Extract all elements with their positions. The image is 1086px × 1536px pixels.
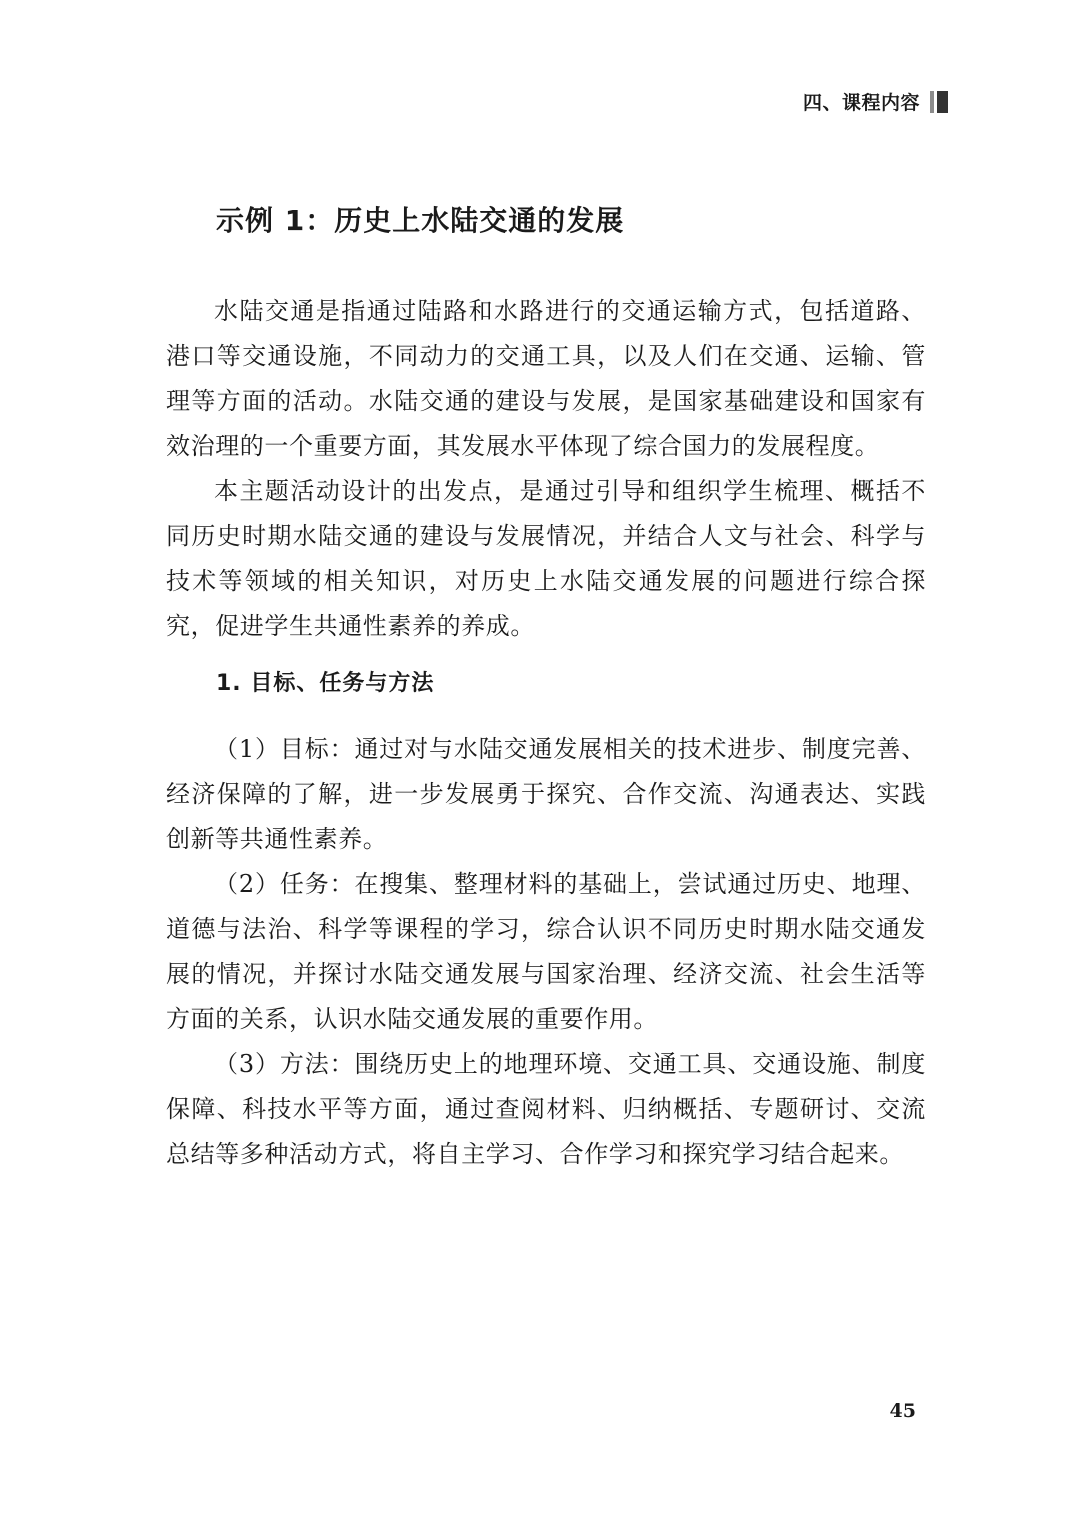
section-title: 示例 1：历史上水陆交通的发展 <box>216 204 625 237</box>
running-header-title: 四、课程内容 <box>802 92 920 114</box>
intro-paragraph-2: 本主题活动设计的出发点，是通过引导和组织学生梳理、概括不同历史时期水陆交通的建设与发展情况，并结合人文与社会、科学与技术等领域的相关知识，对历史上水陆交通发展的问题进行综合探究，促进学生共通性素养的养成。 <box>166 477 926 640</box>
goal-item: （1）目标：通过对与水陆交通发展相关的技术进步、制度完善、经济保障的了解，进一步发展勇于探究、合作交流、沟通表达、实践创新等共通性素养。 <box>166 735 926 853</box>
header-bar-thin <box>930 91 934 113</box>
header-bar-icon <box>930 91 948 113</box>
intro-block <box>166 289 926 649</box>
subsection-heading: 1. 目标、任务与方法 <box>216 671 435 696</box>
running-header <box>803 88 948 115</box>
header-bar-thick <box>937 91 948 113</box>
task-item: （2）任务：在搜集、整理材料的基础上，尝试通过历史、地理、道德与法治、科学等课程的学习，综合认识不同历史时期水陆交通发展的情况，并探讨水陆交通发展与国家治理、经济交流、社会生活等方面的关系，认识水陆交通发展的重要作用。 <box>166 870 926 1033</box>
method-item: （3）方法：围绕历史上的地理环境、交通工具、交通设施、制度保障、科技水平等方面，通过查阅材料、归纳概括、专题研讨、交流总结等多种活动方式，将自主学习、合作学习和探究学习结合起来。 <box>166 1050 926 1168</box>
intro-paragraph-1: 水陆交通是指通过陆路和水路进行的交通运输方式，包括道路、港口等交通设施，不同动力的交通工具，以及人们在交通、运输、管理等方面的活动。水陆交通的建设与发展，是国家基础建设和国家有效治理的一个重要方面，其发展水平体现了综合国力的发展程度。 <box>166 297 926 460</box>
goals-block <box>166 727 926 1177</box>
page-number: 45 <box>889 1400 916 1422</box>
